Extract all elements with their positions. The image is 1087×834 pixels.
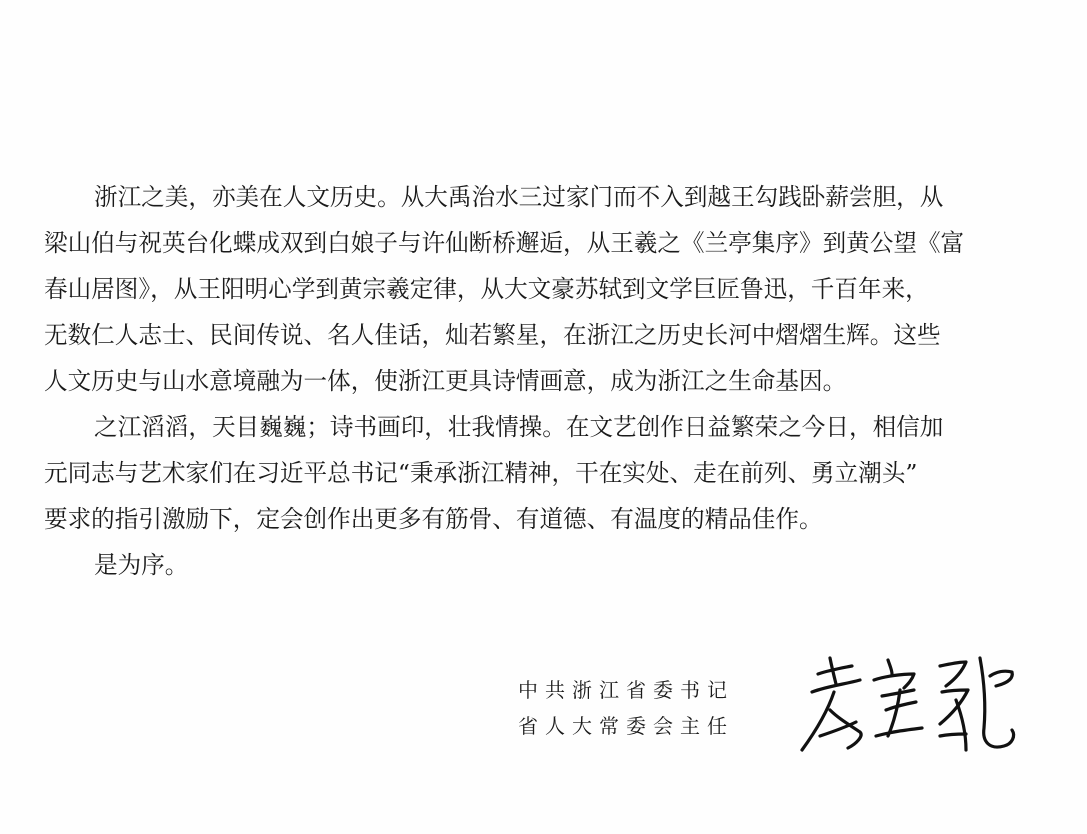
paragraph-line: 元同志与艺术家们在习近平总书记“秉承浙江精神，干在实处、走在前列、勇立潮头” — [44, 459, 918, 487]
paragraph-line: 梁山伯与祝英台化蝶成双到白娘子与许仙断桥邂逅，从王羲之《兰亭集序》到黄公望《富 — [44, 229, 965, 257]
closing-line: 是为序。 — [94, 551, 189, 579]
signer-title-2: 省人大常委会主任 — [518, 714, 734, 738]
paragraph-line: 无数仁人志士、民间传说、名人佳话，灿若繁星，在浙江之历史长河中熠熠生辉。这些 — [44, 321, 941, 349]
preface-text — [44, 174, 1054, 588]
paragraph-line: 之江滔滔，天目巍巍；诗书画印，壮我情操。在文艺创作日益繁荣之今日，相信加 — [94, 413, 944, 441]
signer-title-1: 中共浙江省委书记 — [518, 678, 734, 702]
handwritten-signature — [790, 640, 1020, 770]
paragraph-line: 春山居图》，从王阳明心学到黄宗羲定律，从大文豪苏轼到文学巨匠鲁迅，千百年来， — [44, 275, 929, 303]
paragraph-line: 浙江之美，亦美在人文历史。从大禹治水三过家门而不入到越王勾践卧薪尝胆，从 — [94, 183, 944, 211]
paragraph-line: 要求的指引激励下，定会创作出更多有筋骨、有道德、有温度的精品佳作。 — [44, 505, 823, 533]
signature-titles — [518, 672, 734, 744]
paragraph-line: 人文历史与山水意境融为一体，使浙江更具诗情画意，成为浙江之生命基因。 — [44, 367, 847, 395]
